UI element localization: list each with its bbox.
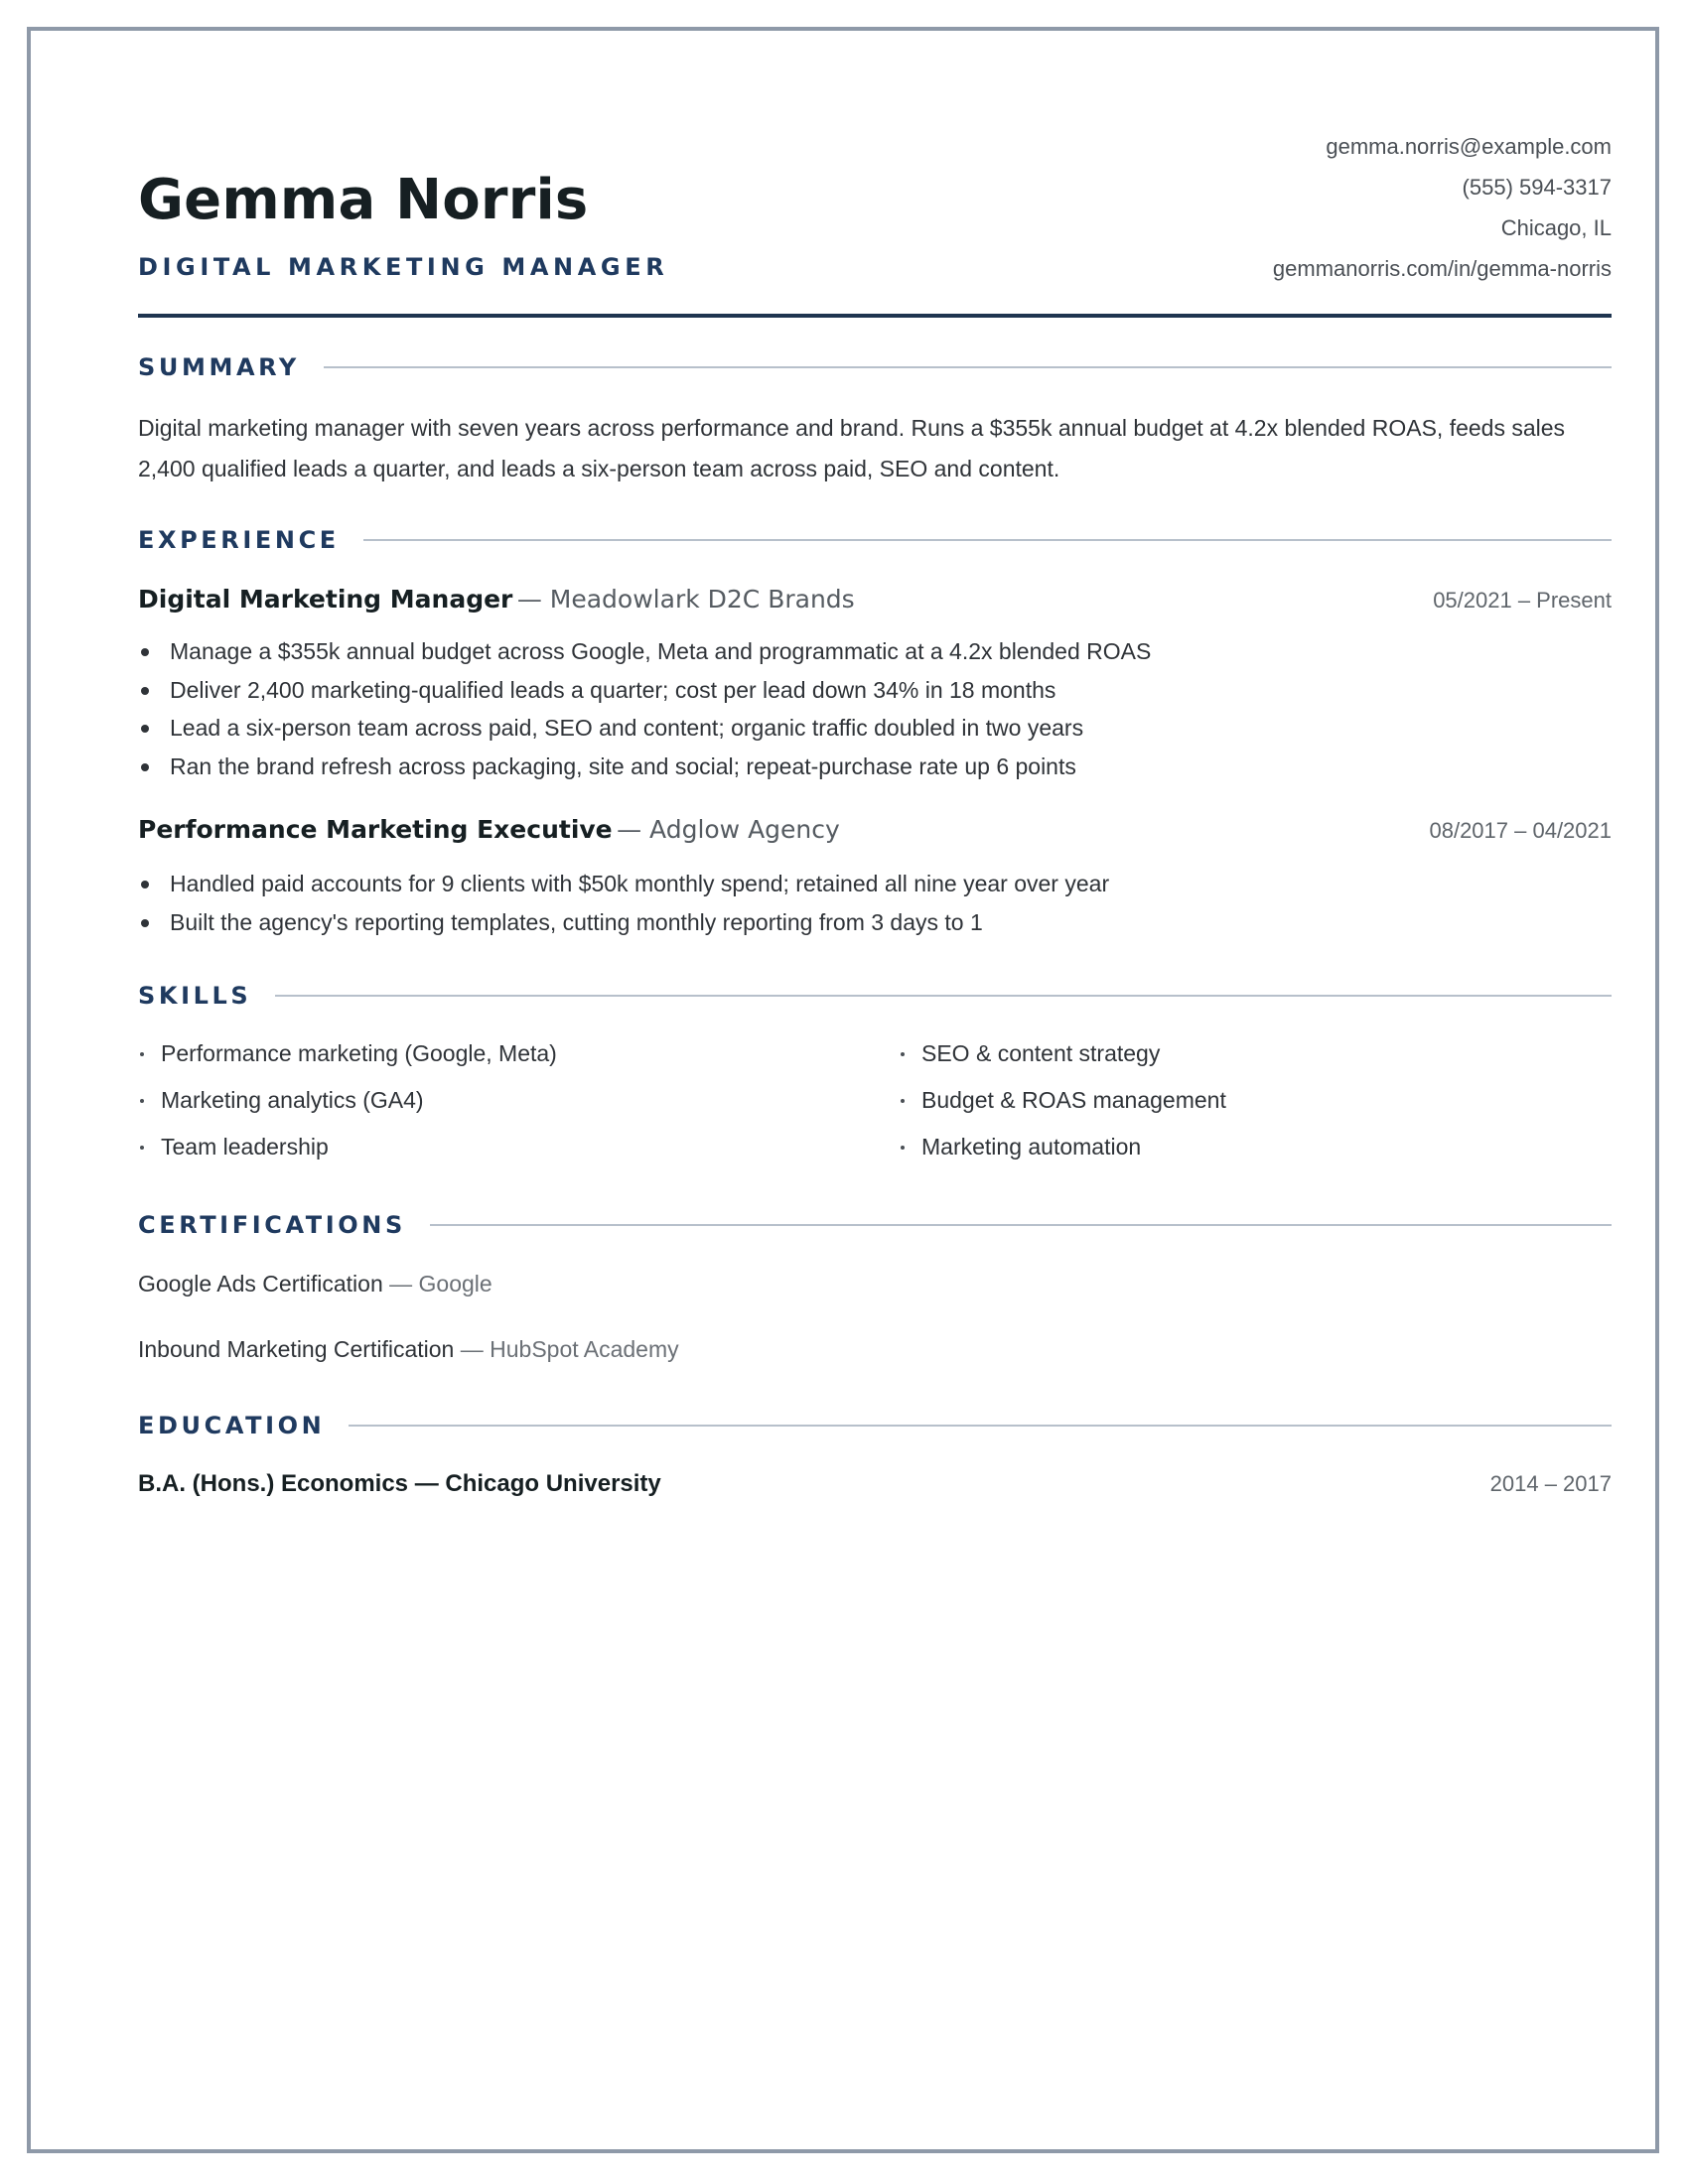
section-divider [275, 995, 1612, 997]
skill-item: Budget & ROAS management [899, 1083, 1612, 1130]
candidate-role: DIGITAL MARKETING MANAGER [138, 253, 669, 281]
certification-item [138, 1267, 492, 1300]
education-heading [138, 1409, 1612, 1442]
job-bullet: Handled paid accounts for 9 clients with $50k monthly spend; retained all nine year over year [138, 865, 1612, 903]
summary-text: Digital marketing manager with seven years across performance and brand. Runs a $355k annual budget at 4.2x blended ROAS, feeds sales 2,400 qualified leads a quarter, and leads a six-person team across paid, SEO and content. [138, 415, 1566, 481]
certification-item [138, 1332, 679, 1366]
job-heading [138, 585, 855, 614]
education-title: EDUCATION [138, 1412, 326, 1439]
skill-item: SEO & content strategy [899, 1036, 1612, 1083]
education-entry [138, 1470, 1612, 1498]
section-divider [349, 1425, 1612, 1427]
job-bullet: Manage a $355k annual budget across Google, Meta and programmatic at a 4.2x blended ROAS [138, 632, 1612, 671]
skill-item: Marketing analytics (GA4) [138, 1083, 899, 1130]
contact-email[interactable]: gemma.norris@example.com [1326, 134, 1612, 159]
job-header [138, 815, 1612, 851]
certifications-title: CERTIFICATIONS [138, 1211, 406, 1239]
experience-heading [138, 523, 1612, 557]
certification-name: Google Ads Certification [138, 1271, 383, 1297]
certification-issuer: — Google [389, 1271, 492, 1297]
job-dates: 05/2021 – Present [1433, 588, 1612, 613]
contact-block [1273, 126, 1612, 289]
skill-item: Performance marketing (Google, Meta) [138, 1036, 899, 1083]
job-bullet: Deliver 2,400 marketing-qualified leads a quarter; cost per lead down 34% in 18 months [138, 671, 1612, 710]
candidate-name: Gemma Norris [138, 168, 589, 232]
contact-website[interactable]: gemmanorris.com/in/gemma-norris [1272, 256, 1612, 281]
education-dates: 2014 – 2017 [1489, 1471, 1612, 1496]
job-company: — Adglow Agency [617, 815, 840, 844]
resume-header [138, 31, 1612, 318]
page-border [27, 27, 1659, 2153]
job-bullet: Lead a six-person team across paid, SEO and content; organic traffic doubled in two years [138, 709, 1612, 748]
skill-item: Team leadership [138, 1130, 899, 1176]
education-degree: B.A. (Hons.) Economics — Chicago University [138, 1470, 661, 1497]
skill-item: Marketing automation [899, 1130, 1612, 1176]
skills-heading [138, 979, 1612, 1013]
job-title: Digital Marketing Manager [138, 585, 513, 614]
contact-phone: (555) 594-3317 [1462, 175, 1612, 200]
summary-title: SUMMARY [138, 353, 300, 381]
section-divider [363, 539, 1612, 541]
job-company: — Meadowlark D2C Brands [516, 585, 855, 614]
job-bullets [138, 865, 1612, 941]
section-divider [430, 1224, 1612, 1226]
skills-list [138, 1036, 1612, 1176]
job-title: Performance Marketing Executive [138, 815, 613, 844]
contact-location: Chicago, IL [1500, 215, 1612, 240]
summary-heading [138, 350, 1612, 384]
job-heading [138, 815, 840, 844]
job-bullet: Built the agency's reporting templates, cutting monthly reporting from 3 days to 1 [138, 903, 1612, 942]
skills-title: SKILLS [138, 982, 252, 1010]
certification-name: Inbound Marketing Certification [138, 1336, 455, 1362]
job-dates: 08/2017 – 04/2021 [1429, 818, 1612, 843]
job-bullets [138, 632, 1612, 785]
certifications-heading [138, 1208, 1612, 1242]
certification-issuer: — HubSpot Academy [460, 1336, 679, 1362]
section-divider [324, 366, 1612, 368]
job-header [138, 585, 1612, 620]
job-bullet: Ran the brand refresh across packaging, site and social; repeat-purchase rate up 6 points [138, 748, 1612, 786]
experience-title: EXPERIENCE [138, 526, 340, 554]
